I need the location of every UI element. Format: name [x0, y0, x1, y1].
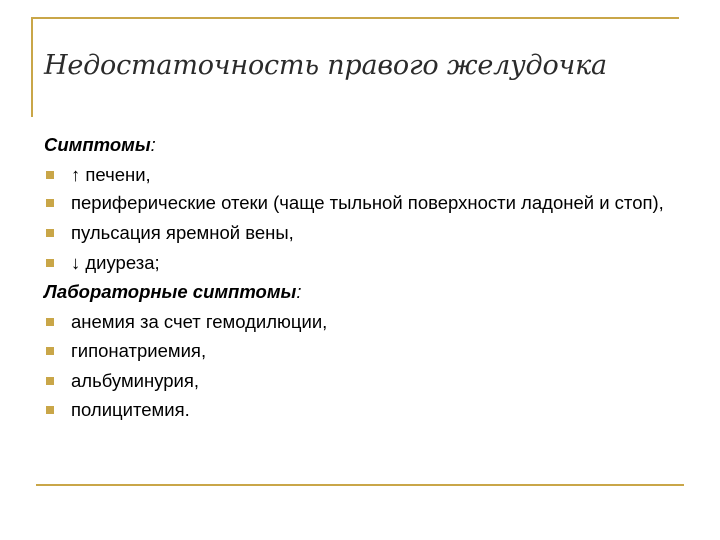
list-item-text: альбуминурия, [71, 369, 200, 391]
list-item [44, 248, 684, 278]
list-item [44, 366, 684, 396]
square-bullet-icon [46, 171, 54, 179]
bottom-border-line [36, 484, 684, 486]
list-item [44, 189, 684, 218]
section-heading-symptoms: Симптомы: [44, 134, 156, 155]
list-item [44, 336, 684, 366]
list-item-text: пульсация яремной вены, [71, 222, 294, 243]
list-item [44, 160, 684, 190]
square-bullet-icon [46, 229, 54, 237]
slide-content [44, 130, 684, 425]
list-item-text: анемия за счет гемодилюции, [71, 310, 328, 332]
list-item [44, 395, 684, 425]
left-border-line [31, 17, 33, 117]
list-item-text: ↓ диуреза; [71, 251, 160, 273]
square-bullet-icon [46, 259, 54, 267]
list-item-text: ↑ печени, [71, 163, 151, 185]
section-heading-lab-symptoms: Лабораторные симптомы: [44, 281, 302, 302]
list-item-text: полицитемия. [71, 399, 190, 420]
list-item-text: периферические отеки (чаще тыльной поверхности ладоней и стоп), [71, 192, 664, 213]
list-item [44, 307, 684, 337]
square-bullet-icon [46, 347, 54, 355]
top-border-line [31, 17, 679, 19]
list-item-text: гипонатриемия, [71, 340, 207, 361]
square-bullet-icon [46, 406, 54, 414]
square-bullet-icon [46, 318, 54, 326]
slide-title: Недостаточность правого желудочка [44, 50, 607, 81]
square-bullet-icon [46, 377, 54, 385]
list-item [44, 218, 684, 248]
square-bullet-icon [46, 199, 54, 207]
